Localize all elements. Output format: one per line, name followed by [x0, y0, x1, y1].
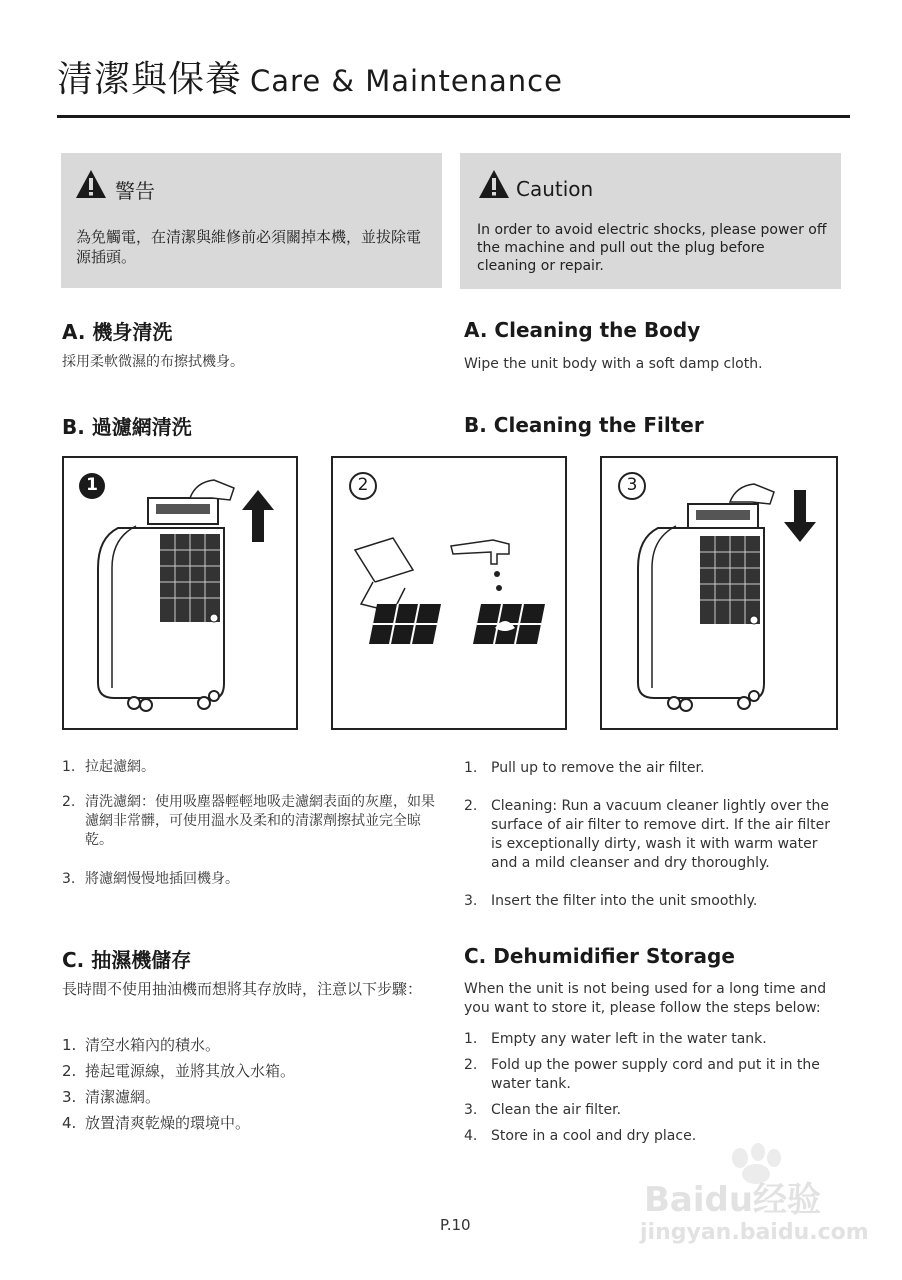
warning-box-en [460, 153, 841, 289]
dehumidifier-filter-up-illustration [64, 458, 296, 728]
section-b-heading-zh: B. 過濾網清洗 [62, 415, 192, 439]
filter-cleaning-illustration [333, 458, 565, 728]
step-3-illustration [600, 456, 838, 730]
list-item: 3. Insert the filter into the unit smoothly. [464, 893, 758, 909]
section-a-heading-en: A. Cleaning the Body [464, 318, 701, 342]
step-badge-3: 3 [626, 475, 638, 495]
warning-text-en: In order to avoid electric shocks, please power off the machine and pull out the plug before cleaning or repair. [477, 222, 827, 274]
list-item: 1. Pull up to remove the air filter. [464, 760, 705, 776]
page-title-zh: 清潔與保養 [57, 59, 243, 100]
warning-box-zh [61, 153, 442, 288]
section-a-text-en: Wipe the unit body with a soft damp cloth. [464, 356, 763, 372]
list-item: 2. 清洗濾網：使用吸塵器輕輕地吸走濾網表面的灰塵，如果濾網非常髒，可使用溫水及柔和的清潔劑擦拭並完全晾乾。 [62, 794, 435, 848]
warning-heading-zh: 警告 [115, 179, 155, 203]
list-item: 4. 放置清爽乾燥的環境中。 [62, 1114, 251, 1132]
warning-heading-en: Caution [516, 177, 594, 201]
title-rule [57, 115, 850, 118]
section-b-heading-en: B. Cleaning the Filter [464, 413, 704, 437]
page-number: P.10 [440, 1216, 471, 1234]
list-item: 1. 拉起濾網。 [62, 759, 155, 775]
warning-icon [478, 169, 510, 199]
list-item: 1. Empty any water left in the water tank. [464, 1031, 767, 1047]
list-item: 2. Cleaning: Run a vacuum cleaner lightly over the surface of air filter to remove dirt. If the air filter is exceptionally dirty, wash it with warm water and a mild cleanser and dry thoroughly. [464, 798, 831, 871]
list-item: 3. 清潔濾網。 [62, 1088, 161, 1106]
section-c-heading-zh: C. 抽濕機儲存 [62, 948, 192, 972]
page-title-en: Care & Maintenance [250, 64, 563, 98]
list-item: 2. Fold up the power supply cord and put it in the water tank. [464, 1057, 820, 1092]
list-item: 1. 清空水箱內的積水。 [62, 1036, 221, 1054]
filter-steps-zh [62, 758, 442, 889]
section-a-heading-zh: A. 機身清洗 [62, 320, 173, 344]
section-c-heading-en: C. Dehumidifier Storage [464, 944, 735, 968]
section-a-text-zh: 採用柔軟微濕的布擦拭機身。 [62, 354, 244, 370]
list-item: 3. 將濾網慢慢地插回機身。 [62, 871, 239, 887]
storage-steps-en [464, 1030, 839, 1146]
step-1-illustration [62, 456, 298, 730]
filter-steps-en [464, 759, 839, 911]
section-c-intro-zh: 長時間不使用抽油機而想將其存放時，注意以下步驟： [62, 980, 423, 998]
list-item: 3. Clean the air filter. [464, 1102, 622, 1118]
storage-steps-zh [62, 1036, 442, 1133]
warning-icon [75, 169, 107, 199]
section-c-intro-en: When the unit is not being used for a long time and you want to store it, please follow the steps below: [464, 981, 827, 1016]
step-2-illustration [331, 456, 567, 730]
page-title [57, 59, 563, 100]
warning-text-zh: 為免觸電，在清潔與維修前必須關掉本機，並拔除電源插頭。 [76, 228, 422, 266]
watermark-url: jingyan.baidu.com [640, 1220, 869, 1245]
step-badge-1: 1 [86, 475, 98, 495]
step-badge-2: 2 [357, 475, 369, 495]
watermark-logo: Baidu经验 [644, 1180, 822, 1220]
dehumidifier-filter-down-illustration [602, 458, 836, 728]
list-item: 4. Store in a cool and dry place. [464, 1128, 697, 1144]
list-item: 2. 捲起電源線，並將其放入水箱。 [62, 1062, 296, 1080]
